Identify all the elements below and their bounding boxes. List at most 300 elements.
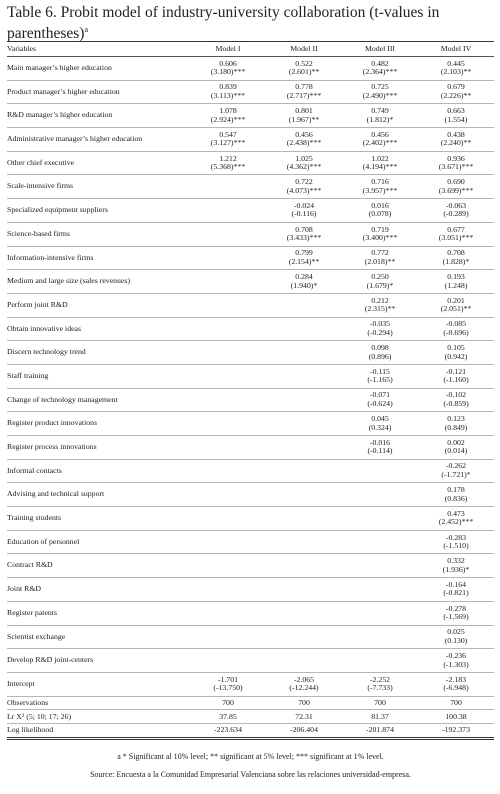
value-cell [190, 222, 266, 246]
value-cell [190, 696, 266, 710]
value-cell [190, 672, 266, 696]
coefficient: -2.252 [369, 674, 391, 684]
t-value: (0.896) [368, 351, 392, 361]
value-cell [266, 436, 342, 460]
value-cell [342, 436, 418, 460]
value-cell [342, 80, 418, 104]
coefficient: -0.262 [445, 461, 467, 471]
coefficient: 0.778 [295, 82, 313, 92]
coefficient: 0.708 [295, 224, 313, 234]
value-cell [190, 57, 266, 81]
value-cell [418, 270, 494, 294]
value-cell [266, 317, 342, 341]
table-row [7, 317, 494, 341]
value-cell [190, 412, 266, 436]
coefficient: -0.085 [445, 319, 467, 329]
t-value: (4.073)*** [286, 185, 322, 195]
value-cell [418, 710, 494, 724]
t-value: (0.942) [444, 351, 468, 361]
t-value: (3.433)*** [286, 233, 322, 243]
variable-label: R&D manager’s higher education [7, 104, 190, 128]
value-cell [342, 293, 418, 317]
t-value: (-0.696) [443, 327, 469, 337]
coefficient: 0.201 [447, 295, 465, 305]
t-value: (3.051)*** [438, 233, 474, 243]
value-cell [418, 507, 494, 531]
value-cell [342, 696, 418, 710]
table-row [7, 128, 494, 152]
value-cell [266, 175, 342, 199]
value-cell [418, 625, 494, 649]
t-value: (2.601)** [288, 67, 320, 77]
t-value: (0.130) [444, 635, 468, 645]
value-cell [190, 151, 266, 175]
table-row [7, 246, 494, 270]
coefficient: -201.874 [366, 725, 394, 735]
table-row [7, 293, 494, 317]
value-cell [342, 672, 418, 696]
variable-label: Medium and large size (sales revenues) [7, 270, 190, 294]
value-cell [418, 578, 494, 602]
t-value: (-0.116) [291, 209, 317, 219]
column-header: Model III [342, 43, 418, 57]
value-cell [418, 388, 494, 412]
coefficient: 0.105 [447, 343, 465, 352]
variable-label: Information-intensive firms [7, 246, 190, 270]
t-value: (3.671)*** [438, 162, 474, 172]
value-cell [266, 578, 342, 602]
column-header: Model II [266, 43, 342, 57]
coefficient: 0.250 [371, 271, 389, 281]
t-value: (-12.244) [289, 683, 319, 693]
value-cell [342, 388, 418, 412]
t-value: (3.180)*** [210, 67, 246, 77]
coefficient: 0.722 [295, 177, 313, 187]
value-cell [190, 270, 266, 294]
value-cell [190, 317, 266, 341]
value-cell [342, 601, 418, 625]
value-cell [342, 459, 418, 483]
value-cell [266, 412, 342, 436]
table-row [7, 175, 494, 199]
value-cell [190, 175, 266, 199]
value-cell [266, 151, 342, 175]
value-cell [418, 128, 494, 152]
coefficient: 0.606 [219, 58, 237, 68]
table-row [7, 710, 494, 724]
value-cell [266, 246, 342, 270]
table-row [7, 625, 494, 649]
t-value: (1.967)** [288, 114, 320, 124]
coefficient: 0.839 [219, 82, 237, 92]
coefficient: 1.212 [219, 153, 237, 163]
t-value: (2.051)** [440, 304, 472, 314]
t-value: (2.402)*** [362, 138, 398, 148]
t-value: (1.940)* [290, 280, 318, 290]
variable-label: Staff training [7, 364, 190, 388]
t-value: (1.554) [444, 114, 468, 124]
value-cell [418, 601, 494, 625]
value-cell [418, 459, 494, 483]
value-cell [418, 317, 494, 341]
value-cell [266, 104, 342, 128]
value-cell [190, 483, 266, 507]
t-value: (2.240)** [440, 138, 472, 148]
t-value: (-0.859) [443, 398, 469, 408]
variable-label: Log likelihood [7, 724, 190, 738]
variable-label: Training students [7, 507, 190, 531]
t-value: (-1.569) [443, 612, 469, 622]
value-cell [418, 222, 494, 246]
t-value: (-0.821) [443, 588, 469, 598]
t-value: (-1.510) [443, 541, 469, 551]
value-cell [342, 530, 418, 554]
value-cell [418, 672, 494, 696]
t-value: (2.924)*** [210, 114, 246, 124]
value-cell [342, 57, 418, 81]
table-row [7, 341, 494, 365]
variable-label: Informal contacts [7, 459, 190, 483]
footnote: a * Significant al 10% level; ** significant at 5% level; *** significant at 1% level. [117, 752, 384, 761]
value-cell [342, 151, 418, 175]
table-row [7, 80, 494, 104]
value-cell [342, 507, 418, 531]
t-value: (2.490)*** [362, 91, 398, 101]
t-value: (1.248) [444, 280, 468, 290]
coefficient: 0.772 [371, 248, 389, 258]
variable-label: Intercept [7, 672, 190, 696]
coefficient: -0.035 [369, 319, 391, 329]
value-cell [266, 364, 342, 388]
value-cell [190, 459, 266, 483]
value-cell [190, 710, 266, 724]
t-value: (1.679)* [366, 280, 394, 290]
value-cell [342, 341, 418, 365]
variable-label: Joint R&D [7, 578, 190, 602]
coefficient: 0.719 [371, 224, 389, 234]
t-value: (2.315)** [364, 304, 396, 314]
top-rule [7, 41, 494, 42]
value-cell [190, 128, 266, 152]
coefficient: 0.690 [447, 177, 465, 187]
table-row [7, 388, 494, 412]
value-cell [190, 649, 266, 673]
value-cell [266, 80, 342, 104]
value-cell [418, 80, 494, 104]
value-cell [342, 104, 418, 128]
value-cell [266, 459, 342, 483]
coefficient: 0.445 [447, 58, 465, 68]
value-cell [418, 649, 494, 673]
table-row [7, 530, 494, 554]
variable-label: Product manager’s higher education [7, 80, 190, 104]
t-value: (2.717)*** [286, 91, 322, 101]
variable-label: Science-based firms [7, 222, 190, 246]
coefficient: 1.022 [371, 153, 389, 163]
t-value: (0.849) [444, 422, 468, 432]
coefficient: 0.936 [447, 153, 465, 163]
coefficient: -206.404 [290, 725, 318, 735]
t-value: (3.957)*** [362, 185, 398, 195]
coefficient: -0.071 [369, 390, 391, 400]
t-value: (2.452)*** [438, 517, 474, 527]
t-value: (-1.721)* [441, 470, 471, 480]
value-cell [342, 710, 418, 724]
table-row [7, 672, 494, 696]
t-value: (-0.624) [367, 398, 393, 408]
value-cell [190, 530, 266, 554]
coefficient: 0.438 [447, 129, 465, 139]
coefficient: 0.456 [295, 129, 313, 139]
table-row [7, 57, 494, 81]
value-cell [190, 724, 266, 738]
coefficient: -0.063 [445, 200, 467, 210]
t-value: (-0.294) [367, 327, 393, 337]
table-row [7, 436, 494, 460]
variable-label: Specialized equipment suppliers [7, 199, 190, 223]
value-cell [342, 222, 418, 246]
coefficient: 81.37 [371, 711, 389, 721]
value-cell [266, 601, 342, 625]
value-cell [342, 128, 418, 152]
coefficient: 100.38 [445, 711, 467, 721]
coefficient: 0.749 [371, 106, 389, 116]
value-cell [266, 724, 342, 738]
value-cell [342, 412, 418, 436]
variable-label: Advising and technical support [7, 483, 190, 507]
coefficient: 0.178 [447, 485, 465, 495]
t-value: (1.812)* [366, 114, 394, 124]
coefficient: 0.456 [371, 129, 389, 139]
value-cell [418, 293, 494, 317]
coefficient: 0.677 [447, 224, 465, 234]
table-title: Table 6. Probit model of industry-university collaboration (t-values in parentheses)$^a$ [7, 4, 440, 43]
value-cell [418, 436, 494, 460]
value-cell [190, 199, 266, 223]
value-cell [342, 625, 418, 649]
value-cell [418, 530, 494, 554]
value-cell [418, 104, 494, 128]
table-row [7, 151, 494, 175]
coefficient: 0.725 [371, 82, 389, 92]
value-cell [342, 554, 418, 578]
value-cell [342, 175, 418, 199]
value-cell [418, 199, 494, 223]
table-row [7, 104, 494, 128]
table-row [7, 459, 494, 483]
value-cell [190, 554, 266, 578]
coefficient: -0.024 [293, 200, 315, 210]
t-value: (2.018)** [364, 256, 396, 266]
coefficient: -0.164 [445, 579, 467, 589]
value-cell [266, 483, 342, 507]
t-value: (2.226)** [440, 91, 472, 101]
value-cell [418, 57, 494, 81]
coefficient: 0.284 [295, 271, 313, 281]
coefficient: 0.679 [447, 82, 465, 92]
t-value: (3.127)*** [210, 138, 246, 148]
coefficient: 700 [222, 697, 234, 707]
variable-label: Scale-intensive firms [7, 175, 190, 199]
table-row [7, 507, 494, 531]
variable-label: Administrative manager’s higher education [7, 128, 190, 152]
coefficient: 0.482 [371, 58, 389, 68]
coefficient: 0.799 [295, 248, 313, 258]
table-row [7, 483, 494, 507]
t-value: (-1.165) [367, 375, 393, 385]
value-cell [266, 625, 342, 649]
coefficient: 700 [374, 697, 386, 707]
t-value: (2.154)** [288, 256, 320, 266]
table-row [7, 649, 494, 673]
t-value: (2.103)** [440, 67, 472, 77]
coefficient: 0.663 [447, 106, 465, 116]
value-cell [190, 601, 266, 625]
value-cell [418, 696, 494, 710]
value-cell [190, 246, 266, 270]
value-cell [266, 341, 342, 365]
probit-table [7, 43, 494, 738]
coefficient: 0.098 [371, 343, 389, 352]
t-value: (0.014) [444, 446, 468, 456]
value-cell [266, 57, 342, 81]
value-cell [190, 436, 266, 460]
variable-label: Contract R&D [7, 554, 190, 578]
bottom-rule [7, 739, 494, 740]
t-value: (0.324) [368, 422, 392, 432]
coefficient: 0.016 [371, 200, 389, 210]
value-cell [266, 199, 342, 223]
t-value: (5.368)*** [210, 162, 246, 172]
value-cell [266, 222, 342, 246]
value-cell [190, 364, 266, 388]
column-header: Variables [7, 43, 190, 57]
value-cell [266, 388, 342, 412]
value-cell [418, 175, 494, 199]
source-note: Source: Encuesta a la Comunidad Empresarial Valenciana sobre las relaciones universidad-empresa. [90, 770, 411, 779]
t-value: (-6.948) [443, 683, 469, 693]
variable-label: Education of personnel [7, 530, 190, 554]
value-cell [266, 293, 342, 317]
value-cell [342, 724, 418, 738]
coefficient: -192.373 [442, 725, 470, 735]
value-cell [342, 199, 418, 223]
value-cell [342, 317, 418, 341]
variable-label: Observations [7, 696, 190, 710]
t-value: (4.194)*** [362, 162, 398, 172]
coefficient: 0.708 [447, 248, 465, 258]
t-value: (-0.289) [443, 209, 469, 219]
value-cell [266, 554, 342, 578]
coefficient: 1.025 [295, 153, 313, 163]
coefficient: 0.002 [447, 437, 465, 447]
table-row [7, 199, 494, 223]
coefficient: 0.212 [371, 295, 389, 305]
t-value: (2.364)*** [362, 67, 398, 77]
value-cell [418, 341, 494, 365]
t-value: (2.438)*** [286, 138, 322, 148]
value-cell [266, 128, 342, 152]
value-cell [190, 341, 266, 365]
value-cell [190, 80, 266, 104]
value-cell [418, 412, 494, 436]
table-row [7, 364, 494, 388]
column-header: Model IV [418, 43, 494, 57]
t-value: (-7.733) [367, 683, 393, 693]
variable-label: Develop R&D joint-centers [7, 649, 190, 673]
coefficient: -1.701 [217, 674, 239, 684]
value-cell [342, 578, 418, 602]
table-row [7, 696, 494, 710]
coefficient: 0.123 [447, 414, 465, 424]
coefficient: 0.193 [447, 271, 465, 281]
value-cell [266, 672, 342, 696]
variable-label: Discern technology trend [7, 341, 190, 365]
value-cell [418, 151, 494, 175]
table-row [7, 222, 494, 246]
coefficient: 1.078 [219, 106, 237, 116]
coefficient: 0.332 [447, 556, 465, 566]
column-header: Model I [190, 43, 266, 57]
coefficient: 700 [450, 697, 462, 707]
value-cell [266, 649, 342, 673]
variable-label: Obtain innovative ideas [7, 317, 190, 341]
coefficient: 0.801 [295, 106, 313, 116]
coefficient: 700 [298, 697, 310, 707]
variable-label: Perform joint R&D [7, 293, 190, 317]
table-row [7, 554, 494, 578]
variable-label: Register product innovations [7, 412, 190, 436]
value-cell [342, 270, 418, 294]
value-cell [342, 246, 418, 270]
title-footnote-mark: a [84, 25, 89, 34]
value-cell [266, 530, 342, 554]
value-cell [266, 507, 342, 531]
variable-label: Register process innovations [7, 436, 190, 460]
t-value: (3.400)*** [362, 233, 398, 243]
value-cell [342, 649, 418, 673]
coefficient: -223.634 [214, 725, 242, 735]
table-row [7, 724, 494, 738]
t-value: (0.078) [368, 209, 392, 219]
t-value: (-1.303) [443, 659, 469, 669]
t-value: (1.936)* [442, 564, 470, 574]
coefficient: 0.025 [447, 627, 465, 637]
value-cell [190, 104, 266, 128]
coefficient: -0.236 [445, 650, 467, 660]
value-cell [190, 578, 266, 602]
coefficient: -0.283 [445, 532, 467, 542]
coefficient: -0.121 [445, 366, 467, 376]
coefficient: -2.065 [293, 674, 315, 684]
table-row [7, 412, 494, 436]
value-cell [190, 293, 266, 317]
coefficient: 0.522 [295, 58, 313, 68]
table-body [7, 57, 494, 738]
header-row [7, 43, 494, 57]
t-value: (3.699)*** [438, 185, 474, 195]
variable-label: Register patents [7, 601, 190, 625]
table-row [7, 578, 494, 602]
coefficient: 0.716 [371, 177, 389, 187]
value-cell [418, 724, 494, 738]
t-value: (-1.160) [443, 375, 469, 385]
value-cell [266, 710, 342, 724]
coefficient: 72.31 [295, 711, 313, 721]
t-value: (3.113)*** [210, 91, 246, 101]
value-cell [190, 507, 266, 531]
value-cell [190, 625, 266, 649]
